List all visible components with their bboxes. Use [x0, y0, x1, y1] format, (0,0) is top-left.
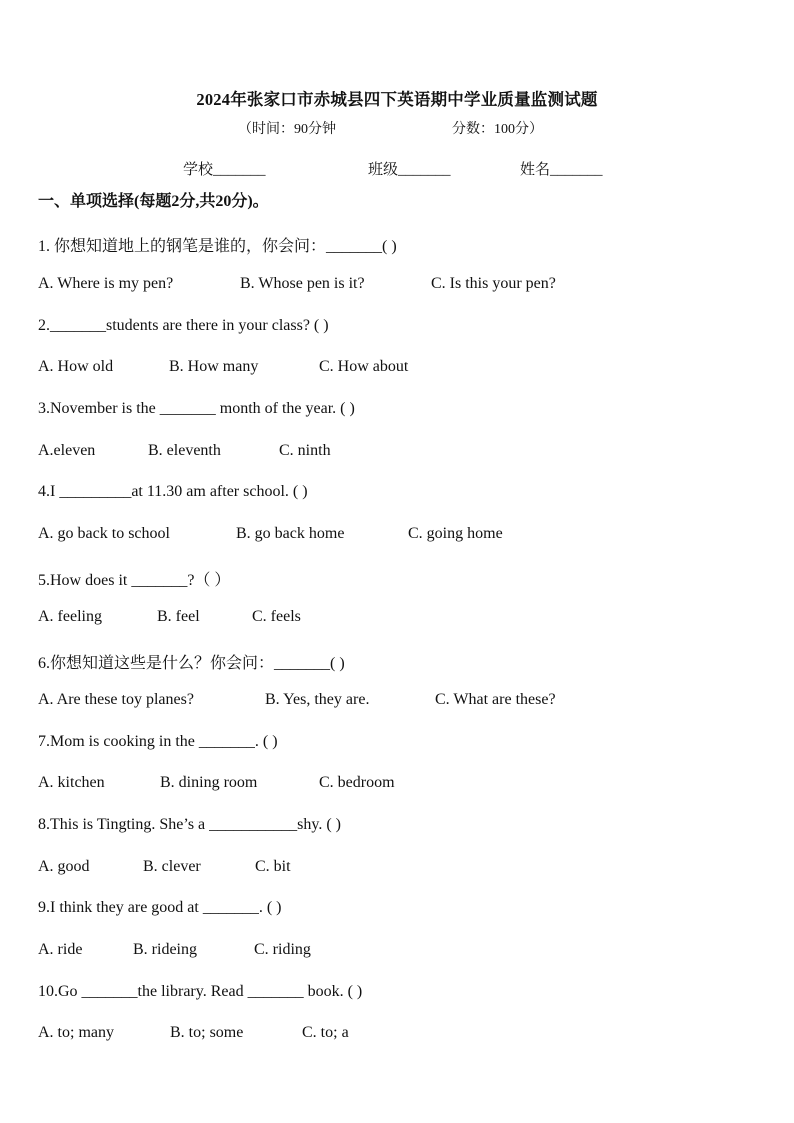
question-2: 2._______students are there in your class? ( )	[38, 317, 329, 334]
q5-option-c: C. feels	[252, 608, 301, 625]
question-6: 6.你想知道这些是什么？你会问：_______( )	[38, 655, 345, 672]
section-title: 一、单项选择(每题2分,共20分)。	[38, 193, 269, 210]
q9-option-a: A. ride	[38, 941, 83, 958]
q7-option-a: A. kitchen	[38, 774, 105, 791]
q5-option-a: A. feeling	[38, 608, 102, 625]
q10-option-a: A. to; many	[38, 1024, 114, 1041]
q8-option-b: B. clever	[143, 858, 201, 875]
question-3: 3.November is the _______ month of the year. ( )	[38, 400, 355, 417]
q3-option-b: B. eleventh	[148, 442, 221, 459]
question-8: 8.This is Tingting. She’s a ___________shy. ( )	[38, 816, 341, 833]
q7-option-b: B. dining room	[160, 774, 258, 791]
q10-option-b: B. to; some	[170, 1024, 244, 1041]
q4-option-c: C. going home	[408, 525, 503, 542]
q10-option-c: C. to; a	[302, 1024, 349, 1041]
page-title: 2024年张家口市赤城县四下英语期中学业质量监测试题	[196, 90, 598, 109]
q7-option-c: C. bedroom	[319, 774, 395, 791]
school-field: 学校_______	[183, 162, 266, 178]
q2-option-a: A. How old	[38, 358, 114, 375]
q3-option-c: C. ninth	[279, 442, 331, 459]
q6-option-c: C. What are these?	[435, 691, 556, 708]
question-10: 10.Go _______the library. Read _______ book. ( )	[38, 983, 363, 1000]
question-4: 4.I _________at 11.30 am after school. ( )	[38, 483, 308, 500]
exam-score: 分数：100分）	[452, 122, 543, 137]
q3-option-a: A.eleven	[38, 442, 96, 459]
question-9: 9.I think they are good at _______. ( )	[38, 899, 282, 916]
q8-option-c: C. bit	[255, 858, 291, 875]
q2-option-c: C. How about	[319, 358, 409, 375]
q1-option-c: C. Is this your pen?	[431, 275, 556, 292]
q4-option-a: A. go back to school	[38, 525, 170, 542]
q6-option-a: A. Are these toy planes?	[38, 691, 194, 708]
q5-option-b: B. feel	[157, 608, 200, 625]
q2-option-b: B. How many	[169, 358, 259, 375]
q4-option-b: B. go back home	[236, 525, 345, 542]
q1-option-b: B. Whose pen is it?	[240, 275, 365, 292]
question-7: 7.Mom is cooking in the _______. ( )	[38, 733, 278, 750]
name-field: 姓名_______	[520, 162, 603, 178]
q6-option-b: B. Yes, they are.	[265, 691, 370, 708]
question-1: 1. 你想知道地上的钢笔是谁的，你会问：_______( )	[38, 238, 397, 255]
question-5: 5.How does it _______?（ ）	[38, 572, 231, 589]
q9-option-b: B. rideing	[133, 941, 197, 958]
q9-option-c: C. riding	[254, 941, 311, 958]
exam-time: （时间：90分钟	[238, 122, 336, 137]
q1-option-a: A. Where is my pen?	[38, 275, 174, 292]
q8-option-a: A. good	[38, 858, 90, 875]
class-field: 班级_______	[368, 162, 451, 178]
